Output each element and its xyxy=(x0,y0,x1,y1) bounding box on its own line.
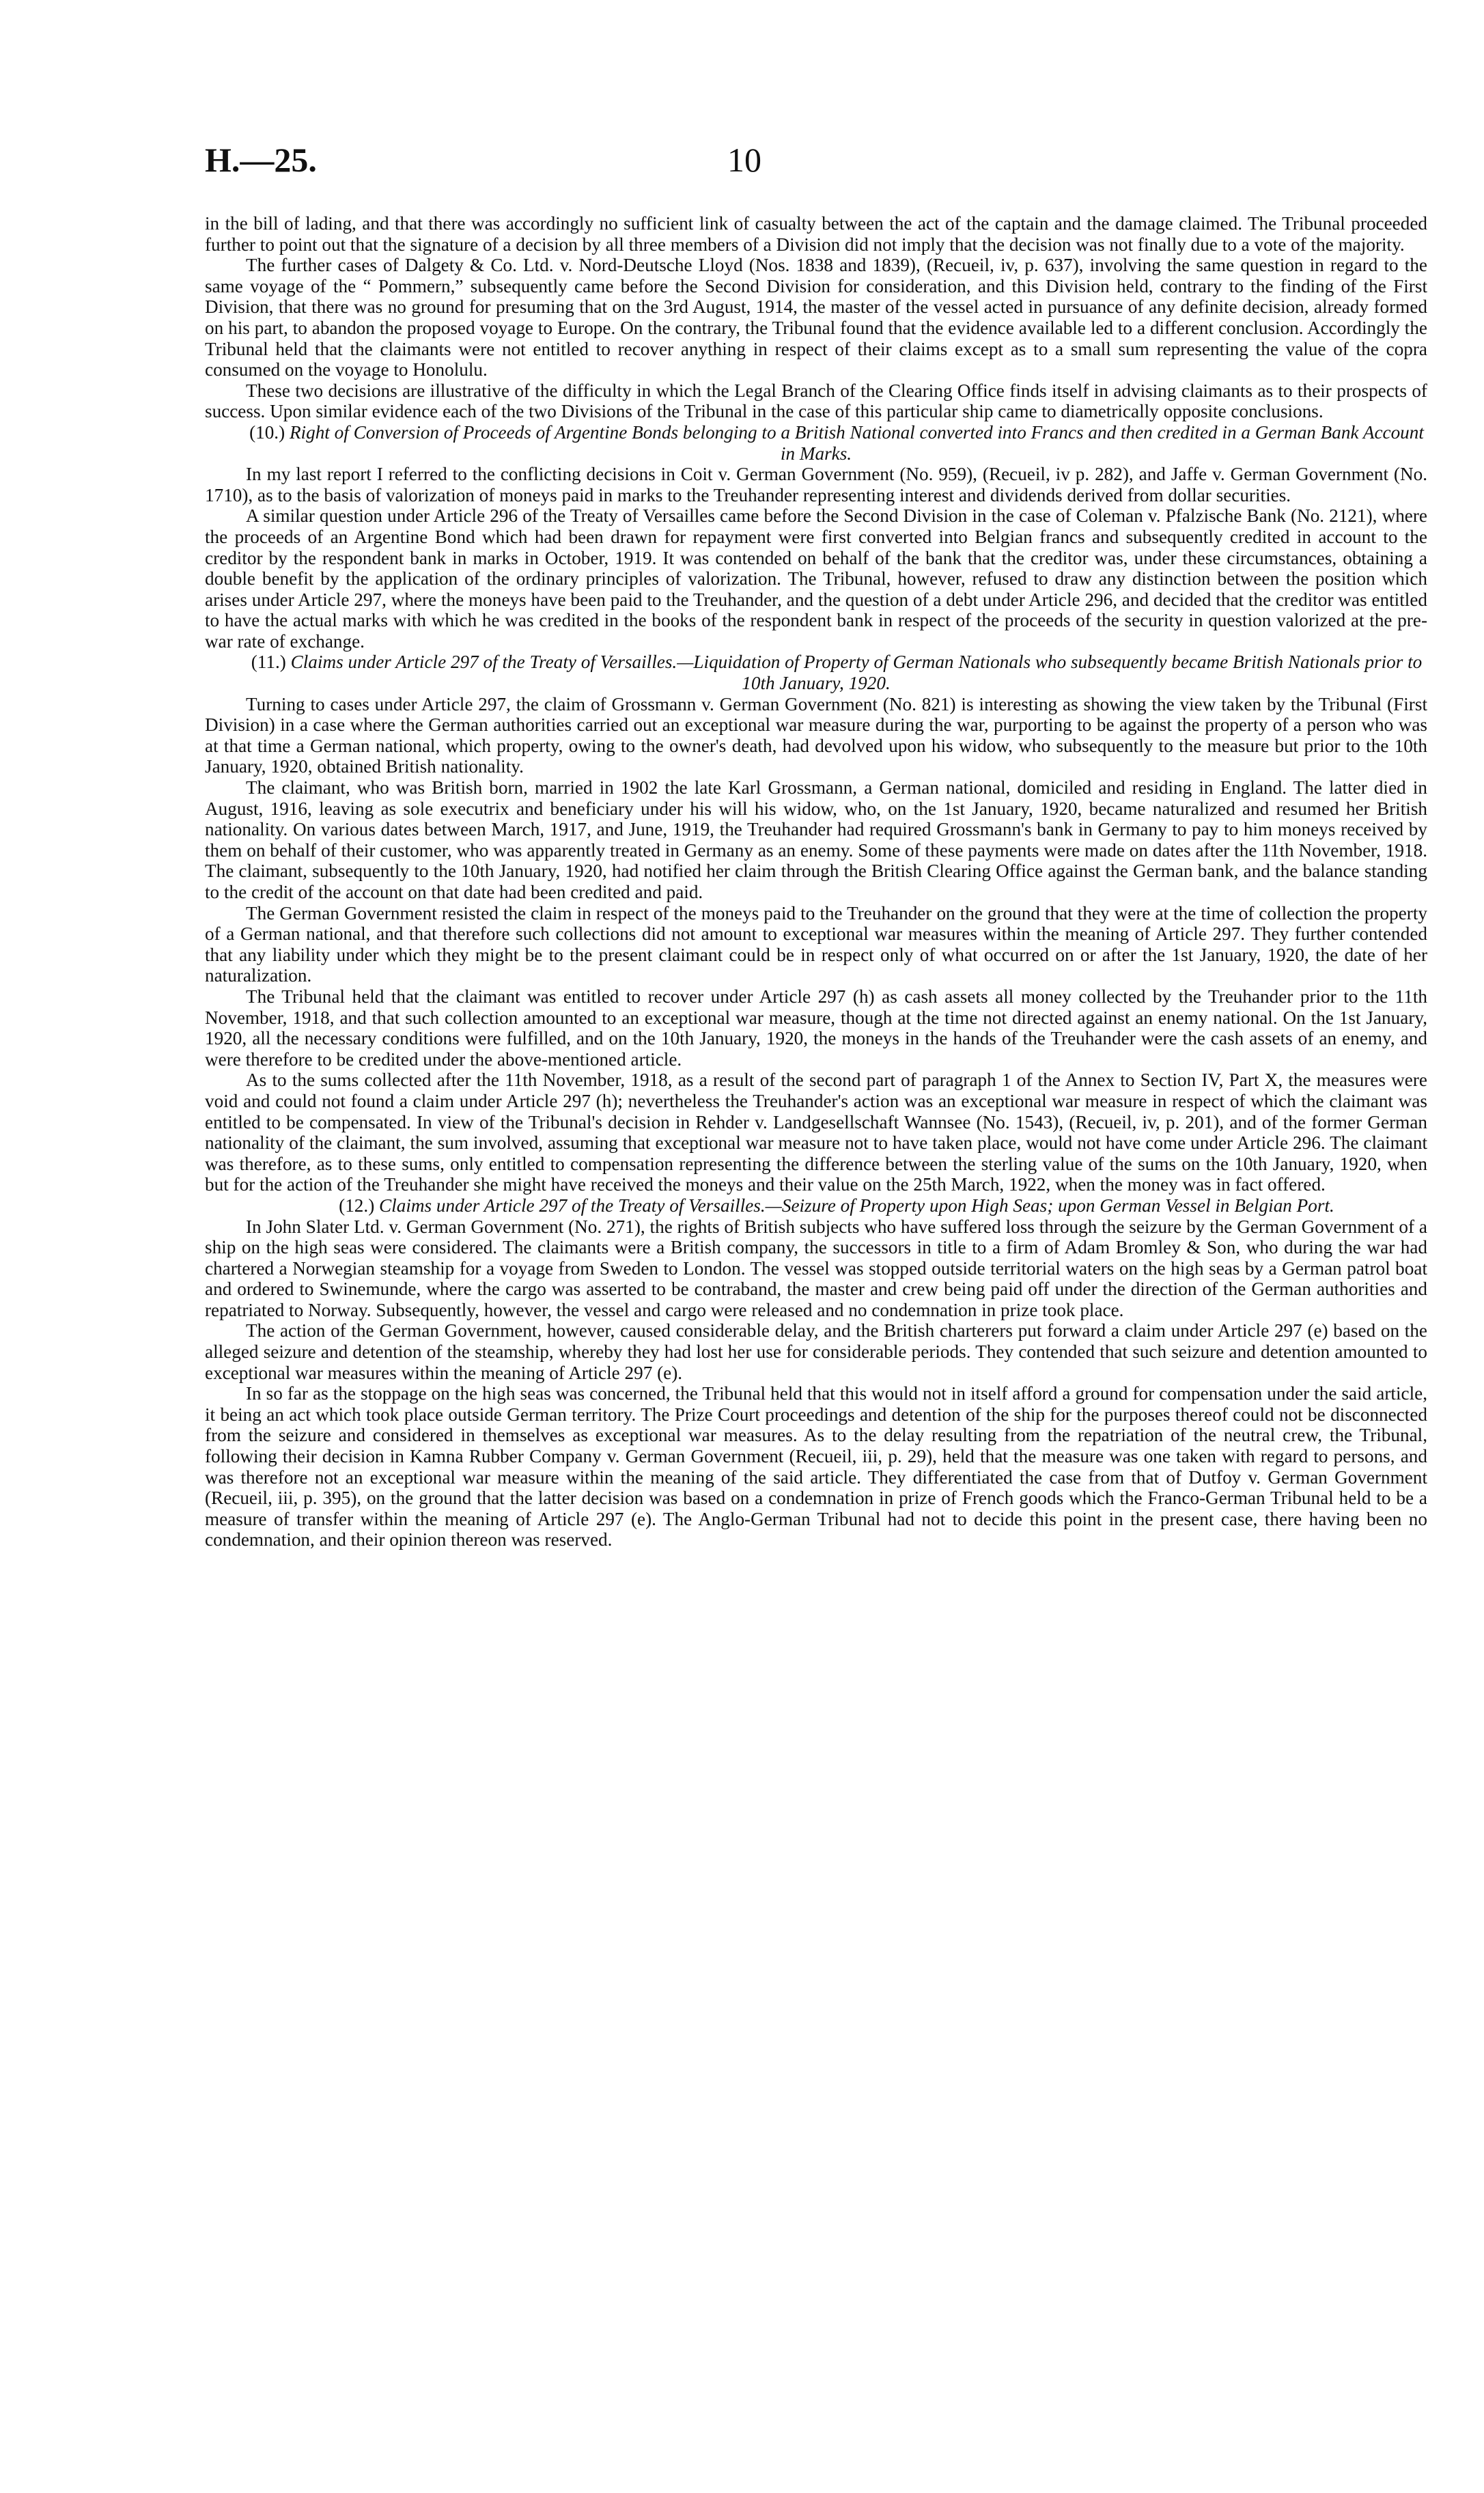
paragraph: The German Government resisted the claim in respect of the moneys paid to the Treuhander on the ground that they were at the time of collection the property of a German national, and that therefore such collections did not amount to exceptional war measures within the meaning of Article 297. They further contended that any liability under which they might be to the present claimant could be in respect only of what occurred on or after the 1st January, 1920, the date of her naturalization. xyxy=(205,902,1427,986)
section-heading xyxy=(205,422,1427,464)
paragraph: The further cases of Dalgety & Co. Ltd. v. Nord-Deutsche Lloyd (Nos. 1838 and 1839), (Recueil, iv, p. 637), involving the same question in regard to the same voyage of the “ Pommern,” subsequently came before the Second Division for consideration, and this Division held, contrary to the finding of the First Division, that there was no ground for presuming that on the 3rd August, 1914, the master of the vessel acted in pursuance of any definite decision, already formed on his part, to abandon the proposed voyage to Europe. On the contrary, the Tribunal found that the evidence available led to a different conclusion. Accordingly the Tribunal held that the claimants were not entitled to recover anything in respect of their claims except as to a small sum representing the value of the copra consumed on the voyage to Honolulu. xyxy=(205,255,1427,380)
section-title: Claims under Article 297 of the Treaty of Versailles.—Seizure of Property upon High Seas; upon German Vessel in Belgian Port. xyxy=(379,1195,1334,1216)
section-heading xyxy=(205,652,1427,693)
paragraph: These two decisions are illustrative of the difficulty in which the Legal Branch of the Clearing Office finds itself in advising claimants as to their prospects of success. Upon similar evidence each of the two Divisions of the Tribunal in the case of this particular ship came to diametrically opposite conclusions. xyxy=(205,380,1427,422)
section-title: Claims under Article 297 of the Treaty of Versailles.—Liquidation of Property of German Nationals who subsequently became British Nationals prior to 10th January, 1920. xyxy=(290,652,1423,694)
paragraph: The Tribunal held that the claimant was entitled to recover under Article 297 (h) as cash assets all money collected by the Treuhander prior to the 11th November, 1918, and that such collection amounted to an exceptional war measure, though at the time not directed against an enemy national. On the 1st January, 1920, all the necessary conditions were fulfilled, and on the 10th January, 1920, the moneys in the hands of the Treuhander were the cash assets of an enemy, and were therefore to be credited under the above-mentioned article. xyxy=(205,986,1427,1070)
page-number: 10 xyxy=(727,141,761,179)
section-title: Right of Conversion of Proceeds of Argentine Bonds belonging to a British National converted into Francs and then credited in a German Bank Account in Marks. xyxy=(289,421,1424,464)
paragraph: As to the sums collected after the 11th November, 1918, as a result of the second part of paragraph 1 of the Annex to Section IV, Part X, the measures were void and could not found a claim under Article 297 (h); nevertheless the Treuhander's action was an exceptional war measure in respect of which the claimant was entitled to be compensated. In view of the Tribunal's decision in Rehder v. Landgesellschaft Wannsee (No. 1543), (Recueil, iv, p. 201), and of the former German nationality of the claimant, the sum involved, assuming that exceptional war measure not to have taken place, would not have come under Article 296. The claimant was therefore, as to these sums, only entitled to compensation representing the difference between the sterling value of the sums on the 10th January, 1920, when but for the action of the Treuhander she might have received the moneys and their value on the 25th March, 1922, when the money was in fact offered. xyxy=(205,1070,1427,1195)
section-number: (12.) xyxy=(339,1195,375,1216)
paragraph: In my last report I referred to the conflicting decisions in Coit v. German Government (No. 959), (Recueil, iv p. 282), and Jaffe v. German Government (No. 1710), as to the basis of valorization of moneys paid in marks to the Treuhander representing interest and dividends derived from dollar securities. xyxy=(205,464,1427,505)
section-number: (11.) xyxy=(251,652,286,673)
paragraph: The claimant, who was British born, married in 1902 the late Karl Grossmann, a German national, domiciled and residing in England. The latter died in August, 1916, leaving as sole executrix and beneficiary under his will his widow, who, on the 1st January, 1920, became naturalized and resumed her British nationality. On various dates between March, 1917, and June, 1919, the Treuhander had required Grossmann's bank in Germany to pay to him moneys received by them on behalf of their customer, who was apparently treated in Germany as an enemy. Some of these payments were made on dates after the 11th November, 1918. The claimant, subsequently to the 10th January, 1920, had notified her claim through the British Clearing Office against the German bank, and the balance standing to the credit of the account on that date had been credited and paid. xyxy=(205,777,1427,902)
document-reference: H.—25. xyxy=(205,141,317,179)
section-heading xyxy=(205,1195,1427,1216)
paragraph: in the bill of lading, and that there was accordingly no sufficient link of casualty between the act of the captain and the damage claimed. The Tribunal proceeded further to point out that the signature of a decision by all three members of a Division did not imply that the decision was not finally due to a vote of the majority. xyxy=(205,213,1427,255)
document-body xyxy=(205,213,1427,1550)
paragraph: The action of the German Government, however, caused considerable delay, and the British charterers put forward a claim under Article 297 (e) based on the alleged seizure and detention of the steamship, whereby they had lost her use for considerable periods. They contended that such seizure and detention amounted to exceptional war measures within the meaning of Article 297 (e). xyxy=(205,1320,1427,1383)
paragraph: In John Slater Ltd. v. German Government (No. 271), the rights of British subjects who have suffered loss through the seizure by the German Government of a ship on the high seas were considered. The claimants were a British company, the successors in title to a firm of Adam Bromley & Son, who during the war had chartered a Norwegian steamship for a voyage from Sweden to London. The vessel was stopped outside territorial waters on the high seas by a German patrol boat and ordered to Swinemunde, where the cargo was asserted to be contraband, the master and crew being paid off under the direction of the German authorities and repatriated to Norway. Subsequently, however, the vessel and cargo were released and no condemnation in prize took place. xyxy=(205,1216,1427,1320)
paragraph: Turning to cases under Article 297, the claim of Grossmann v. German Government (No. 821) is interesting as showing the view taken by the Tribunal (First Division) in a case where the German authorities carried out an exceptional war measure during the war, purporting to be against the property of a person who was at that time a German national, which property, owing to the owner's death, had devolved upon his widow, who subsequently to the measure but prior to the 10th January, 1920, obtained British nationality. xyxy=(205,693,1427,777)
paragraph: In so far as the stoppage on the high seas was concerned, the Tribunal held that this would not in itself afford a ground for compensation under the said article, it being an act which took place outside German territory. The Prize Court proceedings and detention of the ship for the purposes thereof could not be disconnected from the seizure and considered in themselves as exceptional war measures. As to the delay resulting from the repatriation of the neutral crew, the Tribunal, following their decision in Kamna Rubber Company v. German Government (Recueil, iii, p. 29), held that the measure was one taken with regard to persons, and was therefore not an exceptional war measure within the meaning of the said article. They differentiated the case from that of Dutfoy v. German Government (Recueil, iii, p. 395), on the ground that the latter decision was based on a condemnation in prize of French goods which the Franco-German Tribunal held to be a measure of transfer within the meaning of Article 297 (e). The Anglo-German Tribunal had not to decide this point in the present case, there having been no condemnation, and their opinion thereon was reserved. xyxy=(205,1383,1427,1550)
section-number: (10.) xyxy=(249,421,285,443)
paragraph: A similar question under Article 296 of the Treaty of Versailles came before the Second Division in the case of Coleman v. Pfalzische Bank (No. 2121), where the proceeds of an Argentine Bond which had been drawn for repayment were first converted into Belgian francs and subsequently credited in account to the creditor by the respondent bank in marks in October, 1919. It was contended on behalf of the bank that the creditor was, under these circumstances, obtaining a double benefit by the application of the ordinary principles of valorization. The Tribunal, however, refused to draw any distinction between the position which arises under Article 297, where the moneys have been paid to the Treuhander, and the question of a debt under Article 296, and decided that the creditor was entitled to have the actual marks with which he was credited in the books of the respondent bank in respect of the proceeds of the security in question valorized at the pre-war rate of exchange. xyxy=(205,505,1427,652)
